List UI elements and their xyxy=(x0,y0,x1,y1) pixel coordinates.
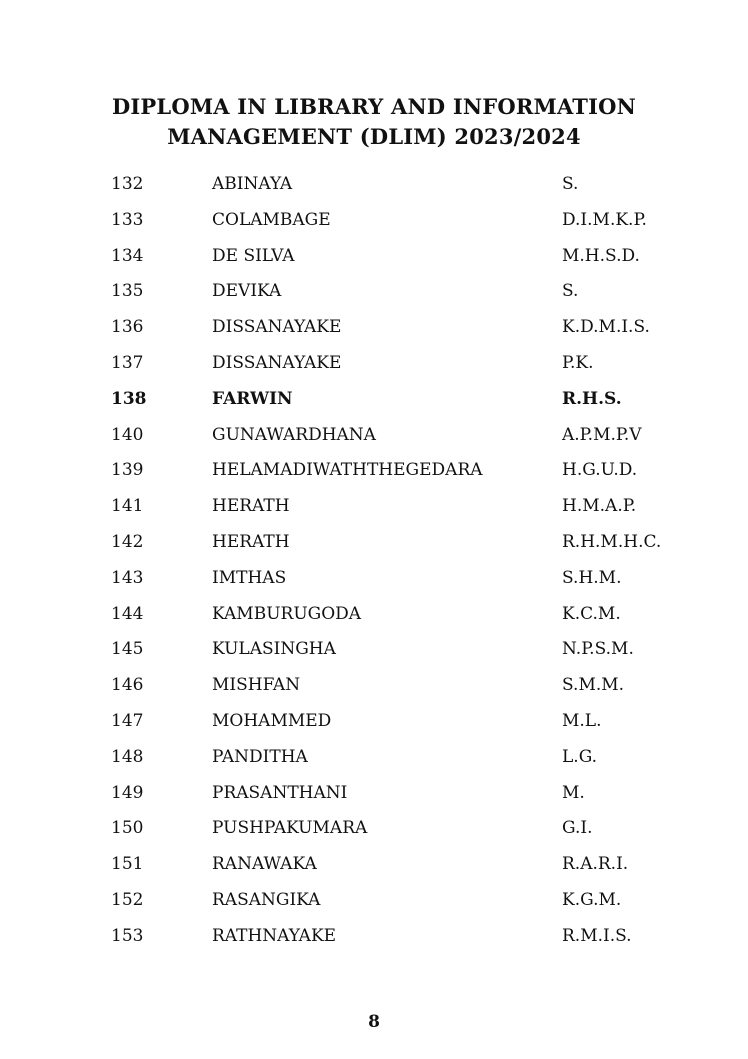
list-item xyxy=(0,850,748,886)
row-initials: N.P.S.M. xyxy=(562,639,634,660)
list-item xyxy=(0,886,748,922)
list-item xyxy=(0,170,748,206)
row-surname: MISHFAN xyxy=(212,675,301,696)
row-number: 149 xyxy=(111,782,144,803)
row-initials: H.M.A.P. xyxy=(562,496,637,517)
row-number: 132 xyxy=(111,174,144,194)
row-initials: S. xyxy=(562,281,579,302)
row-initials: K.D.M.I.S. xyxy=(562,317,650,338)
row-surname: DEVIKA xyxy=(212,281,282,302)
row-number: 153 xyxy=(111,925,144,946)
title-line-1: DIPLOMA IN LIBRARY AND INFORMATION xyxy=(111,94,637,119)
row-initials: S. xyxy=(562,174,579,194)
document-title xyxy=(0,92,748,152)
row-surname: DISSANAYAKE xyxy=(212,317,342,338)
page-number: 8 xyxy=(368,1012,380,1032)
list-item xyxy=(0,707,748,743)
row-surname: PANDITHA xyxy=(212,746,308,767)
row-initials: L.G. xyxy=(562,746,598,767)
row-initials: D.I.M.K.P. xyxy=(562,209,647,230)
list-item xyxy=(0,600,748,636)
row-surname: ABINAYA xyxy=(212,174,293,194)
row-initials: M. xyxy=(562,782,585,803)
student-list xyxy=(0,170,748,958)
row-initials: K.G.M. xyxy=(562,889,622,910)
list-item xyxy=(0,635,748,671)
row-initials: R.H.S. xyxy=(562,388,622,409)
row-number: 136 xyxy=(111,317,144,338)
row-surname: COLAMBAGE xyxy=(212,209,331,230)
row-number: 145 xyxy=(111,639,144,660)
row-surname: RANAWAKA xyxy=(212,854,317,875)
list-item xyxy=(0,277,748,313)
row-initials: M.H.S.D. xyxy=(562,245,640,266)
row-initials: S.M.M. xyxy=(562,675,625,696)
row-surname: RATHNAYAKE xyxy=(212,925,337,946)
row-number: 134 xyxy=(111,245,144,266)
row-number: 135 xyxy=(111,281,144,302)
row-number: 139 xyxy=(111,460,144,481)
row-surname: KAMBURUGODA xyxy=(212,603,362,624)
row-initials: P.K. xyxy=(562,352,594,373)
list-item xyxy=(0,671,748,707)
row-number: 147 xyxy=(111,710,144,731)
row-number: 148 xyxy=(111,746,144,767)
list-item xyxy=(0,421,748,457)
row-number: 144 xyxy=(111,603,144,624)
row-initials: M.L. xyxy=(562,710,602,731)
row-surname: RASANGIKA xyxy=(212,889,321,910)
row-number: 137 xyxy=(111,352,144,373)
list-item xyxy=(0,922,748,958)
list-item xyxy=(0,349,748,385)
list-item xyxy=(0,528,748,564)
row-initials: A.P.M.P.V xyxy=(562,424,642,445)
row-number: 142 xyxy=(111,531,144,552)
list-item xyxy=(0,456,748,492)
row-number: 152 xyxy=(111,889,144,910)
row-number: 146 xyxy=(111,675,144,696)
title-line-2: MANAGEMENT (DLIM) 2023/2024 xyxy=(167,124,581,149)
row-initials: K.C.M. xyxy=(562,603,621,624)
list-item xyxy=(0,564,748,600)
row-surname: PRASANTHANI xyxy=(212,782,348,803)
row-initials: H.G.U.D. xyxy=(562,460,638,481)
list-item xyxy=(0,242,748,278)
row-surname: DISSANAYAKE xyxy=(212,352,342,373)
row-surname: DE SILVA xyxy=(212,245,295,266)
row-surname: GUNAWARDHANA xyxy=(212,424,376,445)
list-item xyxy=(0,779,748,815)
row-number: 140 xyxy=(111,424,144,445)
row-surname: HERATH xyxy=(212,531,290,552)
list-item xyxy=(0,385,748,421)
row-initials: R.H.M.H.C. xyxy=(562,531,662,552)
row-surname: PUSHPAKUMARA xyxy=(212,818,368,839)
row-surname: FARWIN xyxy=(212,388,293,409)
row-initials: S.H.M. xyxy=(562,567,622,588)
list-item xyxy=(0,313,748,349)
row-surname: HELAMADIWATHTHEGEDARA xyxy=(212,460,483,481)
row-initials: R.A.R.I. xyxy=(562,854,629,875)
row-number: 150 xyxy=(111,818,144,839)
list-item xyxy=(0,206,748,242)
row-surname: KULASINGHA xyxy=(212,639,336,660)
row-initials: G.I. xyxy=(562,818,593,839)
row-number: 143 xyxy=(111,567,144,588)
row-surname: IMTHAS xyxy=(212,567,287,588)
row-number: 133 xyxy=(111,209,144,230)
row-surname: HERATH xyxy=(212,496,290,517)
row-surname: MOHAMMED xyxy=(212,710,332,731)
list-item xyxy=(0,743,748,779)
row-number: 151 xyxy=(111,854,144,875)
row-number: 138 xyxy=(111,388,147,409)
row-initials: R.M.I.S. xyxy=(562,925,632,946)
row-number: 141 xyxy=(111,496,144,517)
list-item xyxy=(0,814,748,850)
list-item xyxy=(0,492,748,528)
